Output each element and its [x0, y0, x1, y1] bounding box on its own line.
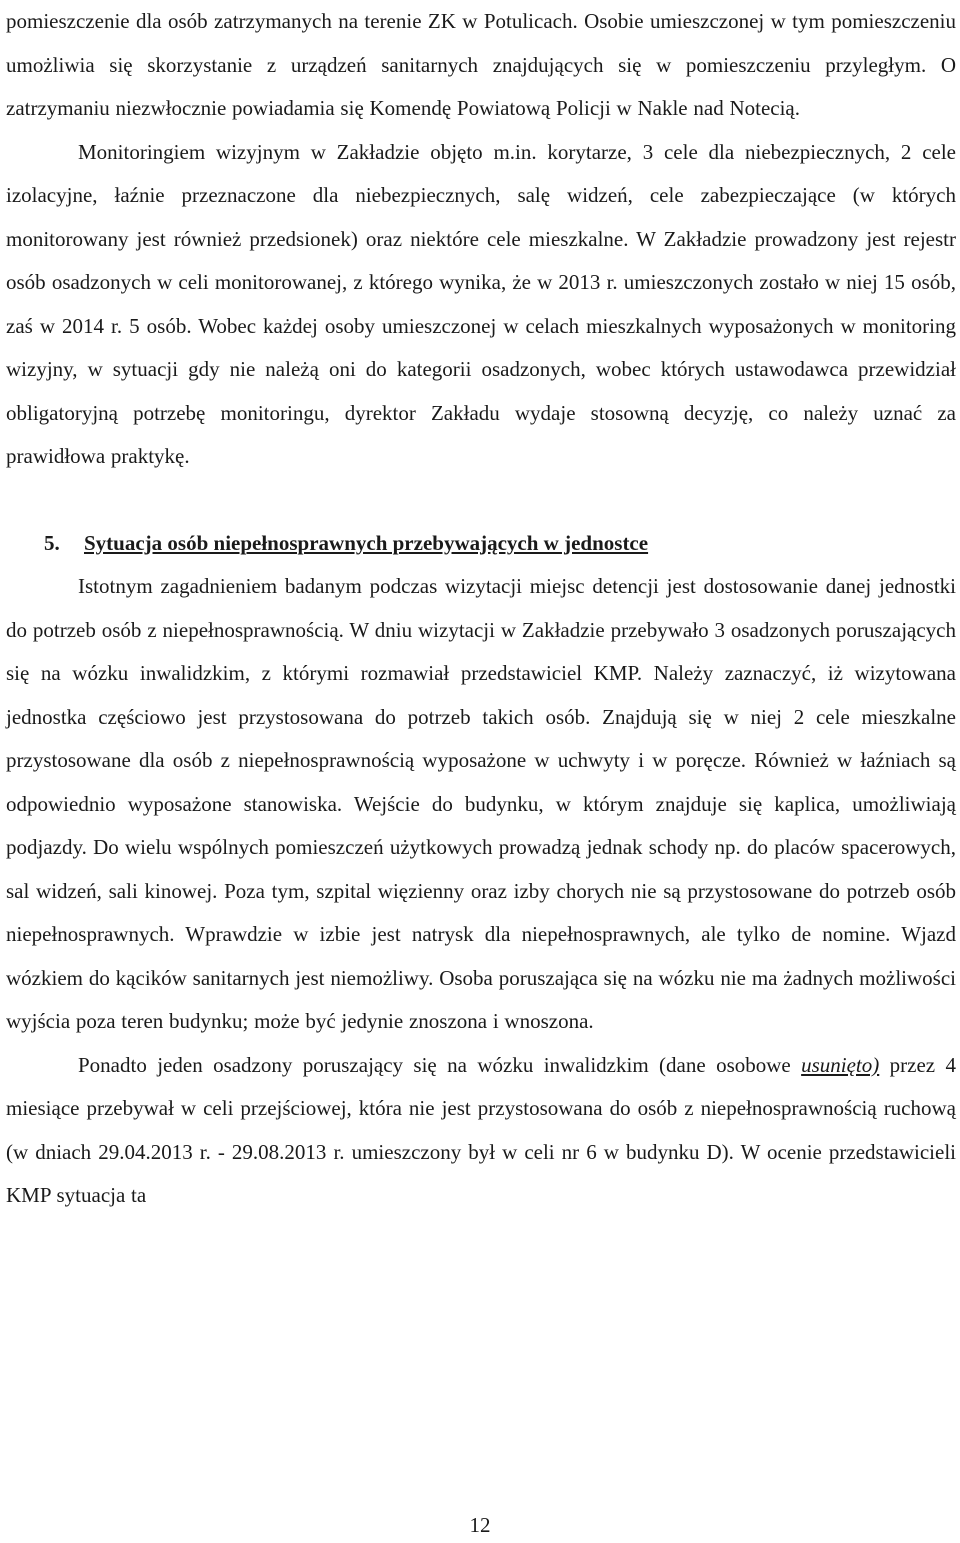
section-heading: [6, 522, 956, 566]
section-title: Sytuacja osób niepełnosprawnych przebywających w jednostce: [84, 530, 649, 555]
redaction-note: usunięto): [801, 1052, 880, 1077]
document-page: [6, 0, 956, 1218]
paragraph-wheelchair-end: przez 4 miesiące przebywał w celi przejściowej, która nie jest przystosowana do osób z niepełnosprawnością ruchową (w dniach 29.04.2013 r. - 29.08.2013 r. umieszczony był w celi nr 6 w budynku D). W ocenie przedstawicieli KMP sytuacja ta: [6, 1052, 956, 1207]
page-number: 12: [469, 1513, 491, 1537]
section-spacer: [6, 479, 956, 522]
paragraph-wheelchair-inmate: [6, 1044, 956, 1218]
paragraph-disabled-persons: Istotnym zagadnieniem badanym podczas wizytacji miejsc detencji jest dostosowanie danej jednostki do potrzeb osób z niepełnosprawnością. W dniu wizytacji w Zakładzie przebywało 3 osadzonych poruszających się na wózku inwalidzkim, z którymi rozmawiał przedstawiciel KMP. Należy zaznaczyć, iż wizytowana jednostka częściowo jest przystosowana do potrzeb takich osób. Znajdują się w niej 2 cele mieszkalne przystosowane dla osób z niepełnosprawnością wyposażone w uchwyty i w poręcze. Również w łaźniach są odpowiednio wyposażone stanowiska. Wejście do budynku, w którym znajduje się kaplica, umożliwiają podjazdy. Do wielu wspólnych pomieszczeń użytkowych prowadzą jednak schody np. do placów spacerowych, sal widzeń, sali kinowej. Poza tym, szpital więzienny oraz izby chorych nie są przystosowane do potrzeb osób niepełnosprawnych. Wprawdzie w izbie jest natrysk dla niepełnosprawnych, ale tylko de nomine. Wjazd wózkiem do kącików sanitarnych jest niemożliwy. Osoba poruszająca się na wózku nie ma żadnych możliwości wyjścia poza teren budynku; może być jedynie znoszona i wnoszona.: [6, 574, 956, 1033]
paragraph-police-notification: pomieszczenie dla osób zatrzymanych na terenie ZK w Potulicach. Osobie umieszczonej w tym pomieszczeniu umożliwia się skorzystanie z urządzeń sanitarnych znajdujących się w pomieszczeniu przyległym. O zatrzymaniu niezwłocznie powiadamia się Komendę Powiatową Policji w Nakle nad Notecią.: [6, 9, 956, 120]
paragraph-video-monitoring: Monitoringiem wizyjnym w Zakładzie objęto m.in. korytarze, 3 cele dla niebezpiecznych, 2 cele izolacyjne, łaźnie przeznaczone dla niebezpiecznych, salę widzeń, cele zabezpieczające (w których monitorowany jest również przedsionek) oraz niektóre cele mieszkalne. W Zakładzie prowadzony jest rejestr osób osadzonych w celi monitorowanej, z którego wynika, że w 2013 r. umieszczonych zostało w niej 15 osób, zaś w 2014 r. 5 osób. Wobec każdej osoby umieszczonej w celach mieszkalnych wyposażonych w monitoring wizyjny, w sytuacji gdy nie należą oni do kategorii osadzonych, wobec których ustawodawca przewidział obligatoryjną potrzebę monitoringu, dyrektor Zakładu wydaje stosowną decyzję, co należy uznać za prawidłowa praktykę.: [6, 139, 956, 468]
paragraph-wheelchair-start: Ponadto jeden osadzony poruszający się na wózku inwalidzkim (dane osobowe: [78, 1052, 802, 1077]
section-number: 5.: [44, 530, 60, 555]
